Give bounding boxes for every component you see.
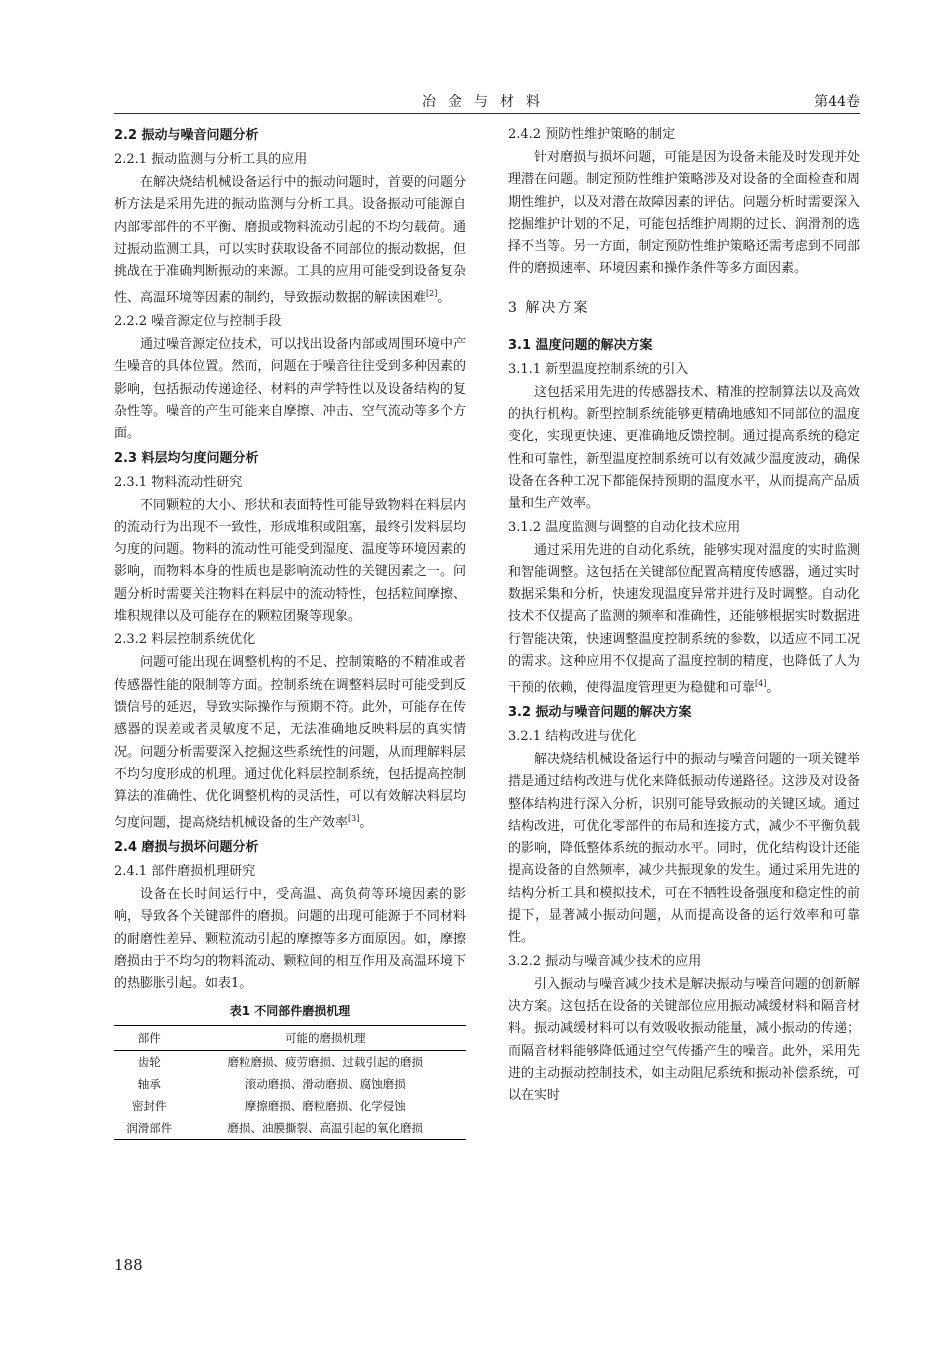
section-2-2-heading: 2.2 振动与噪音问题分析	[114, 128, 259, 143]
left-column	[114, 123, 466, 1140]
journal-title: 冶金与材料	[422, 94, 552, 110]
section-2-3-2-heading: 2.3.2 料层控制系统优化	[114, 632, 256, 648]
table-row	[114, 1095, 466, 1117]
table-cell: 磨粒磨损、疲劳磨损、过载引起的磨损	[227, 1054, 424, 1069]
section-3-1-1-heading: 3.1.1 新型温度控制系统的引入	[508, 361, 689, 377]
paragraph-2-4-2: 针对磨损与损坏问题，可能是因为设备未能及时发现并处理潜在问题。制定预防性维护策略涉及对设备的全面检查和周期性维护，以及对潜在故障因素的评估。问题分析时需要深入挖掘维护计划的不足，可能包括维护周期的过长、润滑剂的选择不当等。另一方面，制定预防性维护策略还需考虑到不同部件的磨损速率、环境因素和操作条件等多方面因素。	[508, 150, 860, 277]
table-header-cell: 部件	[114, 1025, 185, 1050]
section-2-3-1-heading: 2.3.1 物料流动性研究	[114, 474, 243, 490]
wear-mechanism-table	[114, 1025, 466, 1140]
table-caption: 表1 不同部件磨损机理	[229, 1003, 351, 1018]
section-3-1-2-heading: 3.1.2 温度监测与调整的自动化技术应用	[508, 519, 741, 535]
citation-3[interactable]: [3]	[348, 814, 360, 824]
section-3-1-heading: 3.1 温度问题的解决方案	[508, 337, 653, 353]
citation-4[interactable]: [4]	[755, 679, 767, 689]
running-header	[114, 83, 860, 114]
right-column	[508, 123, 860, 1107]
table-cell: 滚动磨损、滑动磨损、腐蚀磨损	[244, 1076, 406, 1091]
table-row	[114, 1073, 466, 1095]
citation-2[interactable]: [2]	[426, 289, 438, 299]
table-cell: 磨损、油膜撕裂、高温引起的氧化磨损	[227, 1120, 424, 1135]
section-2-2-2-heading: 2.2.2 噪音源定位与控制手段	[114, 314, 282, 330]
section-2-2-1-heading: 2.2.1 振动监测与分析工具的应用	[114, 152, 308, 167]
paragraph-3-1-1: 这包括采用先进的传感器技术、精准的控制算法以及高效的执行机构。新型控制系统能够更精确地感知不同部位的温度变化，实现更快速、更准确地反馈控制。通过提高系统的稳定性和可靠性，新型温度控制系统可以有效减少温度波动，确保设备在各种工况下都能保持预期的温度水平，从而提高产品质量和生产效率。	[508, 384, 860, 512]
section-3-2-1-heading: 3.2.1 结构改进与优化	[508, 728, 637, 744]
page-number: 188	[114, 1256, 143, 1274]
table-header-row	[114, 1025, 466, 1050]
section-3-2-heading: 3.2 振动与噪音问题的解决方案	[508, 704, 692, 720]
paragraph-2-2-1: 在解决烧结机械设备运行中的振动问题时，首要的问题分析方法是采用先进的振动监测与分析工具。设备振动可能源自内部零部件的不平衡、磨损或物料流动引起的不均匀载荷。通过振动监测工具，可以实时获取设备不同部位的振动数据，但挑战在于准确判断振动的来源。工具的应用可能受到设备复杂性、高温环境等因素的制约，导致振动数据的解读困难[2]。	[114, 175, 466, 306]
table-cell: 轴承	[137, 1076, 161, 1091]
section-2-3-heading: 2.3 料层均匀度问题分析	[114, 450, 259, 466]
table-cell: 润滑部件	[126, 1120, 173, 1135]
paragraph-3-2-2: 引入振动与噪音减少技术是解决振动与噪音问题的创新解决方案。这包括在设备的关键部位应用振动减缓材料和隔音材料。振动减缓材料可以有效吸收振动能量，减小振动的传递；而隔音材料能够降低通过空气传播产生的噪音。此外，采用先进的主动振动控制技术，如主动阻尼系统和振动补偿系统，可以在实时	[508, 976, 860, 1104]
table-cell: 齿轮	[137, 1054, 161, 1069]
paragraph-2-4-1: 设备在长时间运行中，受高温、高负荷等环境因素的影响，导致各个关键部件的磨损。问题的出现可能源于不同材料的耐磨性差异、颗粒流动引起的摩擦等多方面原因。如，摩擦磨损由于不均匀的物料流动、颗粒间的相互作用及高温环境下的热膨胀引起。如表1。	[114, 887, 466, 992]
paragraph-3-2-1: 解决烧结机械设备运行中的振动与噪音问题的一项关键举措是通过结构改进与优化来降低振动传递路径。这涉及对设备整体结构进行深入分析，识别可能导致振动的关键区域。通过结构改进，可优化零部件的布局和连接方式，减少不平衡负载的影响，降低整体系统的振动水平。同时，优化结构设计还能提高设备的自然频率，减少共振现象的发生。通过采用先进的结构分析工具和模拟技术，可在不牺牲设备强度和稳定性的前提下，显著减小振动问题，从而提高设备的运行效率和可靠性。	[508, 751, 860, 946]
paragraph-3-1-2: 通过采用先进的自动化系统，能够实现对温度的实时监测和智能调整。这包括在关键部位配置高精度传感器，通过实时数据采集和分析，快速发现温度异常并进行及时调整。自动化技术不仅提高了监测的频率和准确性，还能够根据实时数据进行智能决策，快速调整温度控制系统的参数，以适应不同工况的需求。这种应用不仅提高了温度控制的精度，也降低了人为干预的依赖，使得温度管理更为稳健和可靠[4]。	[508, 542, 860, 696]
paragraph-2-2-2: 通过噪音源定位技术，可以找出设备内部或周围环境中产生噪音的具体位置。然而，问题在于噪音往往受到多种因素的影响，包括振动传递途径、材料的声学特性以及设备结构的复杂性等。噪音的产生可能来自摩擦、冲击、空气流动等多个方面。	[114, 337, 466, 442]
section-2-4-1-heading: 2.4.1 部件磨损机理研究	[114, 864, 256, 880]
section-2-4-heading: 2.4 磨损与损坏问题分析	[114, 840, 259, 856]
section-3-2-2-heading: 3.2.2 振动与噪音减少技术的应用	[508, 953, 702, 969]
paragraph-2-3-2: 问题可能出现在调整机构的不足、控制策略的不精准或者传感器性能的限制等方面。控制系统在调整料层时可能受到反馈信号的延迟，导致实际操作与预期不符。此外，可能存在传感器的误差或者灵敏度不足，无法准确地反映料层的真实情况。问题分析需要深入挖掘这些系统性的问题，从而理解料层不均匀度形成的机理。通过优化料层控制系统，包括提高控制算法的准确性、优化调整机构的灵活性，可以有效解决料层均匀度问题，提高烧结机械设备的生产效率[3]。	[114, 655, 466, 831]
section-3-heading: 3 解决方案	[508, 299, 590, 316]
volume-label: 第44卷	[814, 94, 860, 110]
table-cell: 摩擦磨损、磨粒磨损、化学侵蚀	[244, 1098, 406, 1113]
paragraph-2-3-1: 不同颗粒的大小、形状和表面特性可能导致物料在料层内的流动行为出现不一致性，形成堆积或阻塞，最终引发料层均匀度的问题。物料的流动性可能受到湿度、温度等环境因素的影响，而物料本身的性质也是影响流动性的关键因素之一。问题分析时需要关注物料在料层中的流动特性，包括粒间摩擦、堆积规律以及可能存在的颗粒团聚等现象。	[114, 497, 466, 625]
table-cell: 密封件	[132, 1098, 167, 1113]
section-2-4-2-heading: 2.4.2 预防性维护策略的制定	[508, 127, 676, 142]
table-row	[114, 1117, 466, 1140]
table-row	[114, 1050, 466, 1073]
table-header-cell: 可能的磨损机理	[185, 1025, 466, 1050]
